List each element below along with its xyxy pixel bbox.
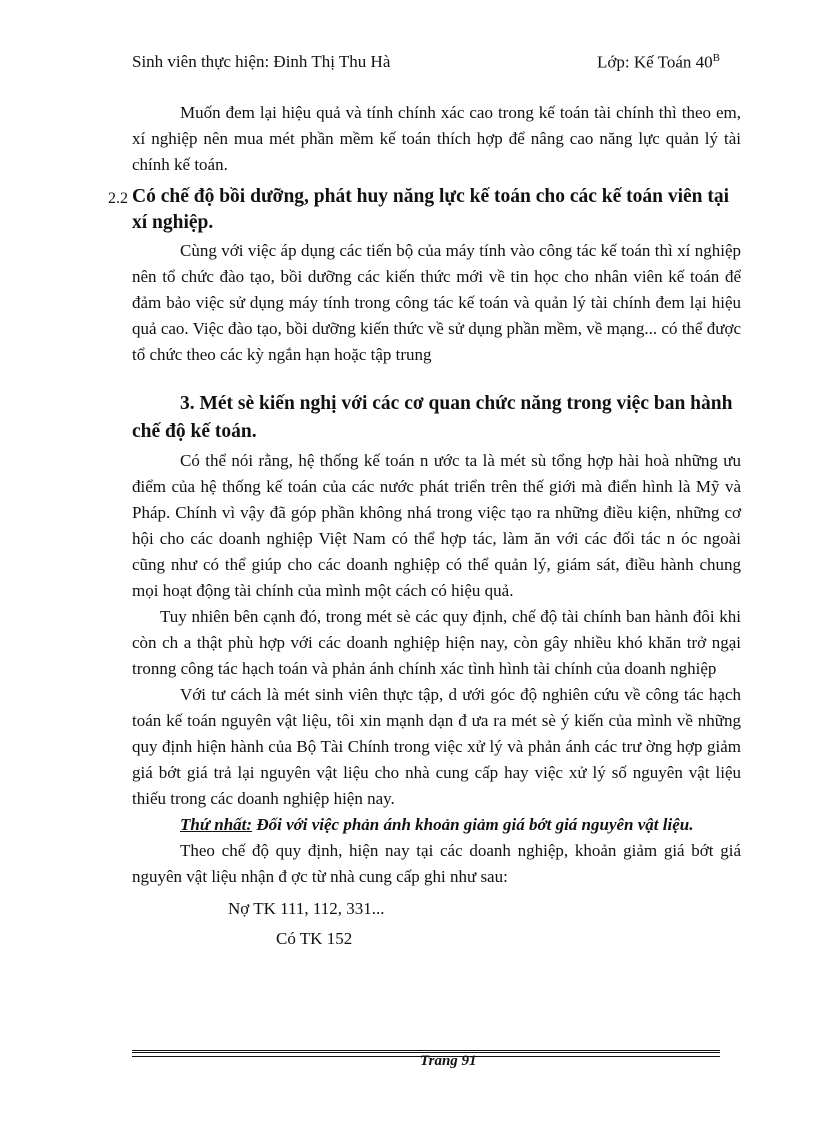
first-label: Thứ nhất: (180, 815, 253, 834)
credit-entry: Có TK 152 (276, 929, 353, 948)
paragraph-software: Muốn đem lại hiệu quả và tính chính xác cao trong kế toán tài chính thì theo em, xí nghiệp nên mua mét phần mềm kế toán thích hợp để nâng cao năng lực quản lý tài chính kế toán. (132, 103, 741, 174)
paragraph-system: Có thể nói rằng, hệ thống kế toán n ước ta là mét sù tổng hợp hài hoà những ưu điểm của hệ thống kế toán của các nước phát triển trên thế giới mà điển hình là Mỹ và Pháp. Chính vì vậy đã góp phần không nhá trong việc tạo ra những điều kiện, những cơ hội cho các doanh nghiệp Việt Nam có thể hợp tác, làm ăn với các đối tác n óc ngoài cũng như có thể giúp cho các doanh nghiệp có thể quản lý, giám sát, điều hành chung mọi hoạt động tài chính của mình một cách có hiệu quả. (132, 451, 741, 600)
first-text: Đối với việc phản ánh khoản giảm giá bớt giá nguyên vật liệu. (252, 815, 694, 834)
class-label: Lớp: Kế Toán $40^B$ (597, 52, 720, 72)
first-point-heading (132, 812, 741, 838)
page-number: Trang 91 (420, 1053, 477, 1069)
section-title: Có chế độ bồi dưỡng, phát huy năng lực kế toán cho các kế toán viên tại xí nghiệp. (132, 186, 730, 233)
section-number: 2.2 (108, 190, 128, 207)
paragraph-training: Cùng với việc áp dụng các tiến bộ của máy tính vào công tác kế toán thì xí nghiệp nên tổ chức đào tạo, bồi dưỡng các kiến thức mới về tin học cho nhân viên kế toán để đảm bảo việc sử dụng máy tính trong công tác kế toán và quản lý tài chính đem lại hiệu quả cao. Việc đào tạo, bồi dưỡng kiến thức về sử dụng phần mềm, về mạng... có thể được tổ chức theo các kỳ ngắn hạn hoặc tập trung (132, 241, 741, 364)
page-header (132, 52, 720, 73)
student-name: Sinh viên thực hiện: Đinh Thị Thu Hà (132, 52, 391, 71)
paragraph-student: Với tư cách là mét sinh viên thực tập, d ưới góc độ nghiên cứu về công tác hạch toán kế toán nguyên vật liệu, tôi xin mạnh dạn đ ưa ra mét sè ý kiến của mình về những quy định hiện hành của Bộ Tài Chính trong việc xử lý và phản ánh các trư ờng hợp giảm giá bớt giá trả lại nguyên vật liệu cho nhà cung cấp hay việc xử lý số nguyên vật liệu thiếu trong các doanh nghiệp hiện nay. (132, 685, 741, 808)
debit-entry: Nợ TK 111, 112, 331... (228, 899, 385, 918)
section-3-heading: 3. Mét sè kiến nghị với các cơ quan chức năng trong việc ban hành chế độ kế toán. (132, 393, 733, 442)
paragraph-regulation: Theo chế độ quy định, hiện nay tại các doanh nghiệp, khoản giảm giá bớt giá nguyên vật liệu nhận đ ợc từ nhà cung cấp ghi như sau: (132, 841, 741, 886)
page-body (108, 100, 741, 952)
paragraph-however: Tuy nhiên bên cạnh đó, trong mét sè các quy định, chế độ tài chính ban hành đôi khi còn ch a thật phù hợp với các doanh nghiệp hiện nay, còn gây nhiều khó khăn trở ngại tronng công tác hạch toán và phản ánh chính xác tình hình tài chính của doanh nghiệp (132, 607, 741, 678)
class-superscript: B (712, 52, 720, 64)
section-2-2-heading (108, 184, 741, 236)
